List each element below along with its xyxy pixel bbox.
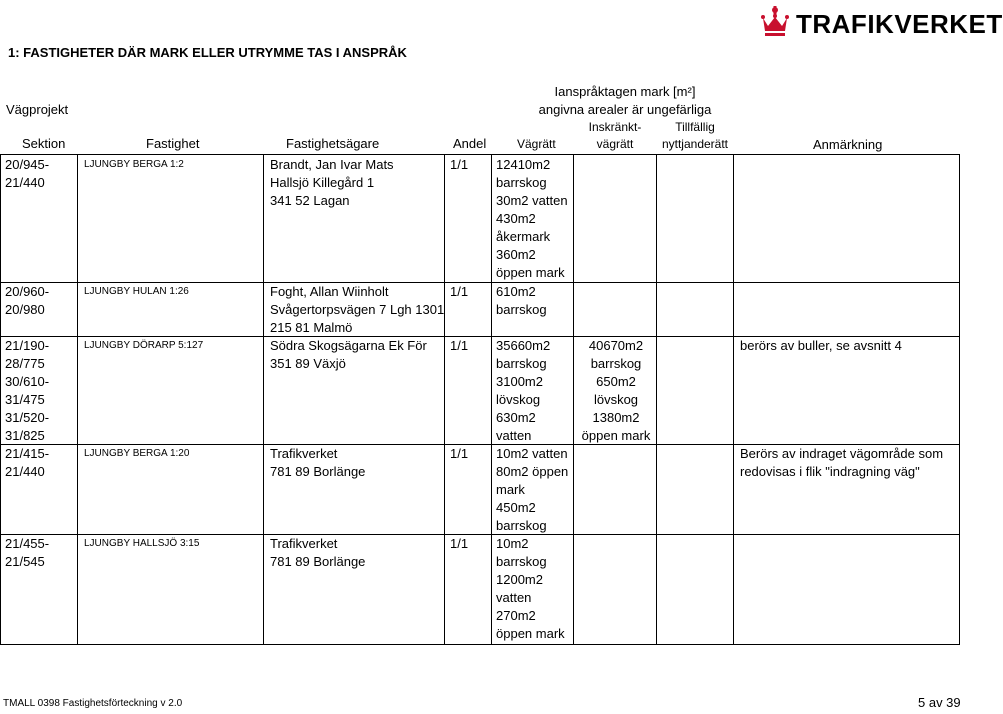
footer-template: TMALL 0398 Fastighetsförteckning v 2.0 bbox=[3, 698, 183, 709]
cell-agare: Brandt, Jan Ivar Mats Hallsjö Killegård 1 341 52 Lagan bbox=[270, 157, 394, 208]
cell-sektion: 21/455- 21/545 bbox=[5, 536, 50, 569]
col-rule-5 bbox=[573, 154, 574, 644]
table-bottom-rule bbox=[0, 644, 960, 645]
cell-andel: 1/1 bbox=[450, 536, 469, 551]
cell-vagratt: 10m2 vatten 80m2 öppen mark 450m2 barrskog bbox=[496, 446, 569, 533]
cell-fastighet: LJUNGBY HALLSJÖ 3:15 bbox=[84, 538, 200, 549]
cell-vagratt: 10m2 barrskog 1200m2 vatten 270m2 öppen mark bbox=[496, 536, 565, 641]
col-andel: Andel bbox=[453, 136, 487, 151]
cell-sektion: 20/945- 21/440 bbox=[5, 157, 50, 190]
col-tillfallig: nyttjanderätt bbox=[661, 137, 729, 151]
cell-agare: Trafikverket 781 89 Borlänge bbox=[270, 536, 366, 569]
col-rule-4 bbox=[491, 154, 492, 644]
cell-sektion: 21/190- 28/775 30/610- 31/475 31/520- 31/825 bbox=[5, 338, 50, 443]
footer-page-number: 5 av 39 bbox=[918, 695, 961, 710]
cell-agare: Trafikverket 781 89 Borlänge bbox=[270, 446, 366, 479]
col-rule-left bbox=[0, 154, 1, 644]
header-rule bbox=[0, 154, 960, 155]
cell-fastighet: LJUNGBY HULAN 1:26 bbox=[84, 286, 189, 297]
col-sektion: Sektion bbox=[22, 136, 66, 151]
cell-andel: 1/1 bbox=[450, 157, 469, 172]
tillfallig-header-1: Tillfällig bbox=[675, 120, 715, 134]
inskrankt-header-1: Inskränkt- bbox=[588, 120, 642, 134]
crown-logo-icon bbox=[760, 6, 790, 42]
cell-andel: 1/1 bbox=[450, 446, 469, 461]
col-rule-2 bbox=[263, 154, 264, 644]
cell-anmarkning: berörs av buller, se avsnitt 4 bbox=[740, 338, 902, 353]
col-vagratt: Vägrätt bbox=[517, 137, 556, 151]
col-inskrankt: vägrätt bbox=[596, 137, 634, 151]
col-rule-right bbox=[959, 154, 960, 644]
cell-sektion: 21/415- 21/440 bbox=[5, 446, 50, 479]
page-title: 1: FASTIGHETER DÄR MARK ELLER UTRYMME TAS I ANSPRÅK bbox=[8, 45, 407, 60]
col-rule-3 bbox=[444, 154, 445, 644]
cell-vagratt: 610m2 barrskog bbox=[496, 284, 547, 317]
cell-fastighet: LJUNGBY BERGA 1:2 bbox=[84, 159, 184, 170]
cell-sektion: 20/960- 20/980 bbox=[5, 284, 50, 317]
col-fastighet: Fastighet bbox=[146, 136, 200, 151]
cell-inskrankt: 40670m2 barrskog 650m2 lövskog 1380m2 öppen mark bbox=[581, 338, 651, 443]
col-rule-6 bbox=[656, 154, 657, 644]
group-title-2: angivna arealer är ungefärliga bbox=[538, 102, 712, 117]
cell-anmarkning: Berörs av indraget vägområde som redovisas i flik "indragning väg" bbox=[740, 446, 944, 479]
cell-vagratt: 12410m2 barrskog 30m2 vatten 430m2 åkermark 360m2 öppen mark bbox=[496, 157, 568, 280]
cell-vagratt: 35660m2 barrskog 3100m2 lövskog 630m2 vatten bbox=[496, 338, 551, 443]
trafikverket-logo bbox=[760, 4, 1003, 44]
col-rule-1 bbox=[77, 154, 78, 644]
cell-fastighet: LJUNGBY DÖRARP 5:127 bbox=[84, 340, 204, 351]
cell-andel: 1/1 bbox=[450, 338, 469, 353]
vagprojekt-label: Vägprojekt bbox=[6, 102, 69, 117]
col-agare: Fastighetsägare bbox=[286, 136, 380, 151]
cell-andel: 1/1 bbox=[450, 284, 469, 299]
cell-agare: Södra Skogsägarna Ek För 351 89 Växjö bbox=[270, 338, 427, 371]
group-title-1: Ianspråktagen mark [m²] bbox=[554, 84, 696, 99]
col-anmarkning: Anmärkning bbox=[813, 137, 883, 152]
cell-fastighet: LJUNGBY BERGA 1:20 bbox=[84, 448, 190, 459]
logo-text: TRAFIKVERKET bbox=[796, 8, 1003, 39]
cell-agare: Foght, Allan Wiinholt Svågertorpsvägen 7 Lgh 1301 215 81 Malmö bbox=[270, 284, 445, 335]
col-rule-7 bbox=[733, 154, 734, 644]
